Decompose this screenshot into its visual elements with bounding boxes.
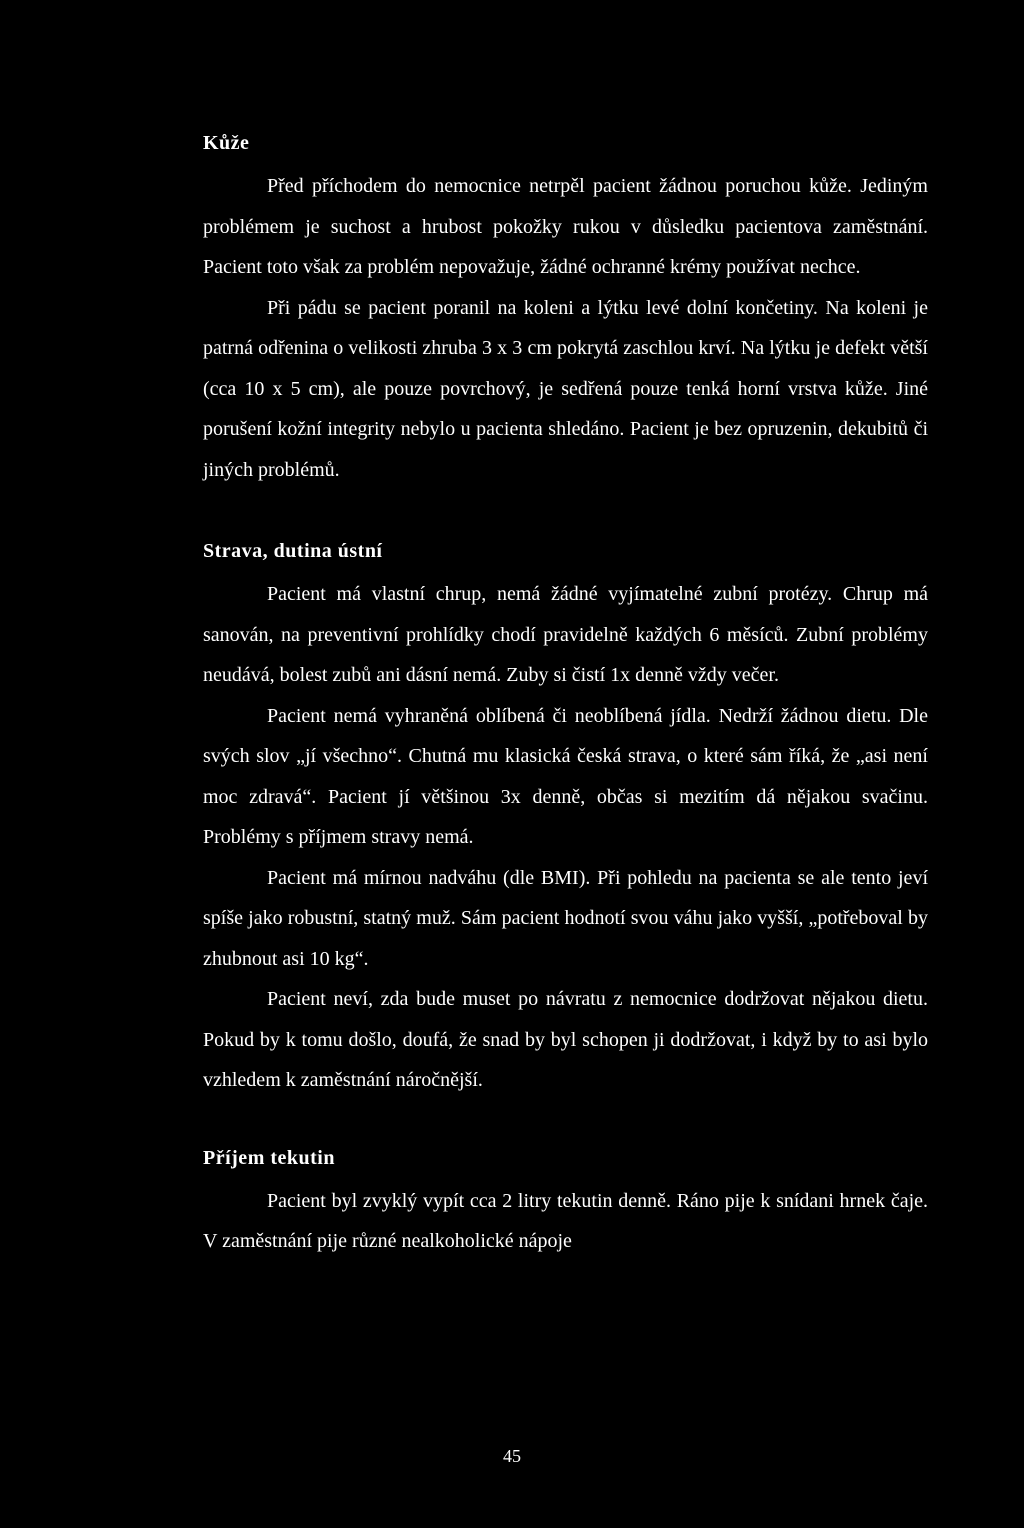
paragraph: Pacient neví, zda bude muset po návratu z nemocnice dodržovat nějakou dietu. Pokud by k tomu došlo, doufá, že snad by byl schopen ji dodržovat, i když by to asi bylo vzhledem k zaměstnání náročnější. [203, 988, 928, 1091]
paragraph: Při pádu se pacient poranil na koleni a lýtku levé dolní končetiny. Na koleni je patrná odřenina o velikosti zhruba 3 x 3 cm pokrytá zaschlou krví. Na lýtku je defekt větší (cca 10 x 5 cm), ale pouze povrchový, je sedřená pouze tenká horní vrstva kůže. Jiné porušení kožní integrity nebylo u pacienta shledáno. Pacient je bez opruzenin, dekubitů či jiných problémů. [203, 296, 928, 481]
section-heading-prijem-tekutin: Příjem tekutin [203, 1146, 335, 1169]
document-page [203, 128, 928, 1262]
paragraph: Pacient byl zvyklý vypít cca 2 litry tekutin denně. Ráno pije k snídani hrnek čaje. V zaměstnání pije různé nealkoholické nápoje [203, 1189, 928, 1252]
paragraph: Pacient nemá vyhraněná oblíbená či neoblíbená jídla. Nedrží žádnou dietu. Dle svých slov „jí všechno“. Chutná mu klasická česká strava, o které sám říká, že „asi není moc zdravá“. Pacient jí většinou 3x denně, občas si mezitím dá nějakou svačinu. Problémy s příjmem stravy nemá. [203, 704, 928, 848]
section-heading-kuze: Kůže [203, 132, 250, 154]
paragraph: Pacient má mírnou nadváhu (dle BMI). Při pohledu na pacienta se ale tento jeví spíše jako robustní, statný muž. Sám pacient hodnotí svou váhu jako vyšší, „potřeboval by zhubnout asi 10 kg“. [203, 866, 928, 970]
section-heading-strava: Strava, dutina ústní [203, 540, 383, 562]
paragraph: Pacient má vlastní chrup, nemá žádné vyjímatelné zubní protézy. Chrup má sanován, na preventivní prohlídky chodí pravidelně každých 6 měsíců. Zubní problémy neudává, bolest zubů ani dásní nemá. Zuby si čistí 1x denně vždy večer. [203, 583, 928, 686]
page-number: 45 [503, 1446, 521, 1466]
paragraph: Před příchodem do nemocnice netrpěl pacient žádnou poruchou kůže. Jediným problémem je suchost a hrubost pokožky rukou v důsledku pacientova zaměstnání. Pacient toto však za problém nepovažuje, žádné ochranné krémy používat nechce. [203, 175, 928, 278]
